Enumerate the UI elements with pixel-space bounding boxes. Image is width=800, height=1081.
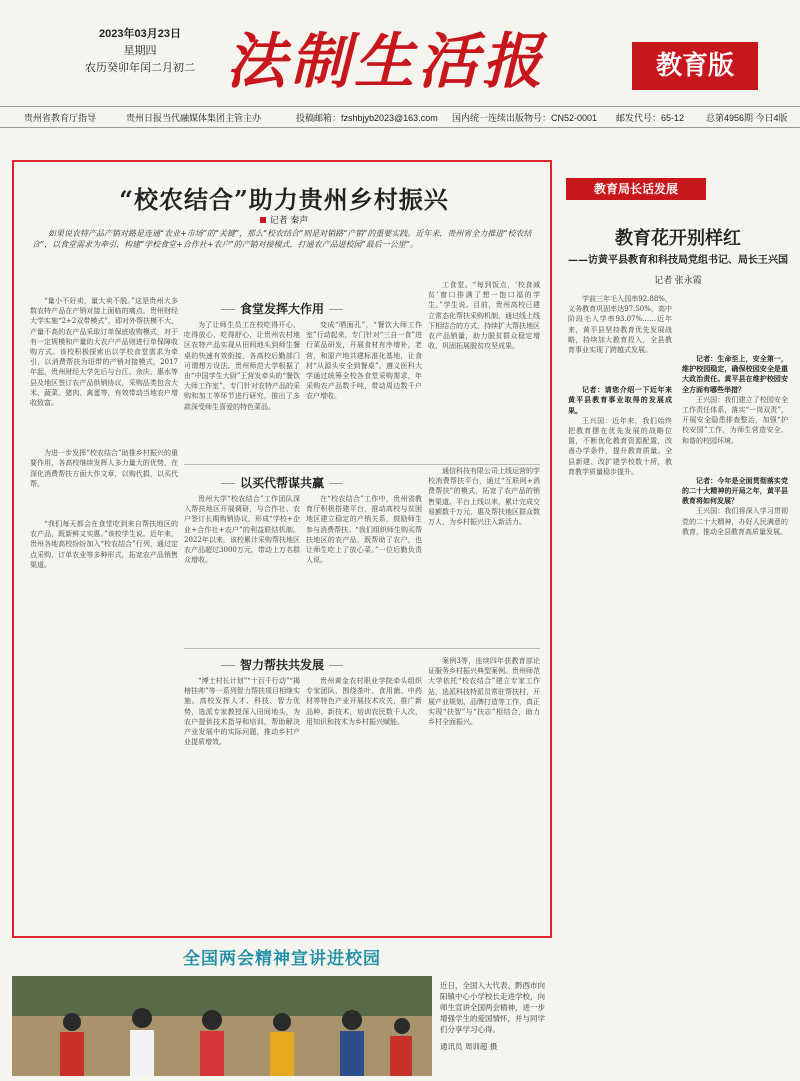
article-column-10 (428, 656, 540, 928)
info-email: 投稿邮箱：fzshbjyb2023@163.com (296, 113, 438, 123)
paragraph: “量小不好卖，量大卖不脱。”这是贵州大多数农特产品在产销对接上面临的痛点。贵州财经大学实施“2+2双带模式”，即对外帮扶模不大、产量不高的农产品采取订单保底收购模式，对于有一定规模和产量的大农户产品则进行单保障收购方式。该校积极探索出以学校食堂需求为牵引，以消费帮扶为纽带的产销对接模式，2017年起，贵州财经大学先后与台江、余庆、惠水等县及地区签订农产品供销协议，采购品类包含大米、蔬菜、猪肉、禽蛋等，有效带动当地农户增收致富。 (30, 297, 178, 408)
paragraph: “博士村长计划”“十百千行动”“揭榜挂帅”等一系列智力帮扶项目相继实施。高校发挥人才、科技、智力优势，选派专家教授深入田间地头，为农户提供技术指导和培训，帮助解决产业发展中的实际问题，推动乡村产业提质增效。 (184, 677, 300, 747)
paragraph: 在“校农结合”工作中，贵州省教育厅积极搭建平台，推动高校与贫困地区建立稳定的产销关系，鼓励师生参与消费帮扶。“我们组织师生购买帮扶地区的农产品，既帮助了农户，也让师生吃上了放心菜。”一位后勤负责人说。 (306, 495, 422, 565)
newspaper-title: 法制生活报 (226, 27, 546, 97)
issue-date: 2023年03月23日 (99, 28, 181, 40)
paragraph: 工食堂。“每到饭点，‘校食减贫’窗口排满了想一饱口福的学生。”学生说。目前，贵州高校已建立常态化帮扶采购机制，通过线上线下相结合的方式，持续扩大帮扶地区农产品销量，助力脱贫群众稳定增收，巩固拓展脱贫攻坚成果。 (428, 281, 540, 351)
feature-banner: 全国两会精神宣讲进校园 (183, 949, 381, 969)
interview-byline: 记者 张永霞 (654, 275, 702, 285)
main-article (12, 160, 552, 938)
paragraph: 变成“晒面孔”，“餐饮大师工作室”行动起来，专门针对“三自一食”进行菜品研发，开展食材有序增补，老营，和原产地共建标准化基地，让食材“从源头安全到餐桌”。遵义医科大学通过统筹全校各食堂采购需求，年采购农产品数千吨，带动周边数千户农户增收。 (306, 321, 422, 401)
answer: 王兴国：我们建立了校园安全工作责任体系，落实“一岗双责”，开展安全隐患排查整治，加强“护校安园”工作，为师生营造安全、和谐的校园环境。 (682, 395, 788, 445)
article-column-1 (30, 296, 178, 932)
issue-weekday: 星期四 (123, 45, 157, 57)
photo-caption (440, 980, 548, 1052)
article-column-4 (428, 280, 540, 456)
article-lead: 如果说农特产品产销对路是连通“农业+市场”的“关键”，那么“校农结合”则是对销路“产销”的重要实践。近年来，贵州省全力推进“校农结合”，以食堂需求为牵引，构建“学校食堂+合作社+农户”的产销对接模式，打通农产品进校园“最后一公里”。 (32, 229, 532, 249)
answer: 王兴国：近年来，我们始终把教育摆在优先发展的战略位置，不断优化教育资源配置，改善办学条件，提升教育质量。全县新建、改扩建学校数十所，教育教学质量稳步提升。 (568, 416, 672, 476)
paragraph: 学前三年毛入园率92.88%，义务教育巩固率达97.50%，高中阶段毛入学率93.07%……近年来，黄平县坚持教育优先发展战略，持续加大教育投入，全县教育事业实现了跨越式发展。 (568, 295, 672, 355)
article-column-7 (428, 466, 540, 640)
section-divider (184, 464, 540, 465)
answer: 王兴国：我们将深入学习贯彻党的二十大精神，办好人民满意的教育，推动全县教育高质量发展。 (682, 507, 788, 536)
paragraph: 贵州黄金农村职业学院牵头组织专家团队，围绕茶叶、食用菌、中药材等特色产业开展技术攻关，推广新品种、新技术，培训农民数千人次，用知识和技术为乡村振兴赋能。 (306, 677, 422, 726)
classroom-photo (12, 976, 432, 1076)
section-divider (184, 648, 540, 649)
byline-text: 记者 秦声 (269, 215, 309, 225)
info-issn: 国内统一连续出版物号：CN52-0001 (452, 113, 598, 123)
article-column-2 (184, 320, 300, 456)
paragraph: “我们每天都会在食堂吃到来自帮扶地区的农产品，既新鲜又实惠。”该校学生说。近年来，贵州各地高校纷纷加入“校农结合”行列，通过定点采购、订单农业等多种形式，拓宽农产品销售渠道。 (30, 520, 178, 569)
info-issue: 总第4956期 今日4版 (706, 113, 788, 123)
paragraph: 案例3等，连续四年获教育部论证服务乡村振兴典型案例。贵州师范大学依托“校农结合”建立专家工作站，选派科技特派员常驻帮扶村，开展产业规划、品牌打造等工作，真正实现“扶智”与“扶志”相结合，助力乡村全面振兴。 (428, 657, 540, 727)
article-byline (14, 213, 554, 226)
sidebar-interview (566, 160, 790, 1060)
info-postal: 邮发代号：65-12 (616, 113, 685, 123)
caption-text: 近日，全国人大代表、黔西市向阳镇中心小学校长走进学校，向师生宣讲全国两会精神，进一步增强学生的爱国情怀，并与同学们分享学习心得。 (440, 981, 545, 1034)
article-headline: “校农结合”助力贵州乡村振兴 (119, 185, 449, 214)
lunar-date: 农历癸卯年闰二月初二 (85, 62, 195, 74)
info-host: 贵州省教育厅指导 (24, 113, 97, 123)
interview-column-2 (682, 294, 788, 1054)
article-column-9 (306, 676, 422, 928)
article-column-6 (306, 494, 422, 640)
paragraph: 贵州大学“校农结合”工作团队深入帮扶地区开展调研，与合作社、农户签订长期购销协议，形成“学校+企业+合作社+农户”的利益联结机制。2022年以来，该校累计采购帮扶地区农产品超过3000万元，带动上万名群众增收。 (184, 495, 300, 565)
paragraph: 为进一步发挥“校农结合”助推乡村振兴的重要作用，各高校继续发挥人多力量大的优势，在深化消费帮扶方面大作文章，以购代捐，以买代帮。 (30, 449, 178, 488)
info-bar (0, 106, 800, 128)
interview-title: 教育花开别样红 (615, 228, 741, 249)
article-column-3 (306, 320, 422, 456)
question: 记者：今年是全面贯彻落实党的二十大精神的开局之年，黄平县教育将如何发展？ (682, 475, 788, 506)
column-label: 教育局长话发展 (566, 178, 706, 200)
info-publisher: 贵州日报当代融媒体集团主管主办 (126, 113, 262, 123)
children-photo-illustration (12, 976, 432, 1076)
edition-label: 教育版 (632, 42, 758, 90)
two-sessions-feature (12, 944, 552, 1074)
subhead-buy: 以买代帮谋共赢 (182, 474, 382, 491)
paragraph: 通信科技有限公司上线运营的学校消费帮扶平台，通过“互联网+消费帮扶”的模式，拓宽了农产品的销售渠道。平台上线以来，累计完成交易额数千万元，惠及帮扶地区群众数万人，为乡村振兴注入新活力。 (428, 467, 540, 527)
article-column-5 (184, 494, 300, 640)
interview-column-1 (568, 294, 672, 1054)
subhead-intellect: 智力帮扶共发展 (182, 656, 382, 673)
photo-credit: 通讯员 周训超 摄 (440, 1042, 498, 1051)
date-block (60, 26, 220, 77)
interview-subtitle: ——访黄平县教育和科技局党组书记、局长王兴国 (568, 255, 788, 266)
subhead-canteen: 食堂发挥大作用 (182, 300, 382, 317)
article-column-8 (184, 676, 300, 928)
paragraph: 为了让师生员工在校吃得开心、吃得放心，吃得舒心，让贵州农村地区农特产品实现从田间地头到师生餐桌的快速有效衔接，各高校后勤部门可谓想方设法。贵州师范大学根据了由“中国学生大厨”王营发牵头的“餐饮大师工作室”，专门针对农特产品的采购和加工等环节进行研究，推出了多款深受师生喜爱的特色菜品。 (184, 321, 300, 411)
question: 记者：请您介绍一下近年来黄平县教育事业取得的发展成果。 (568, 385, 672, 415)
question: 记者：生命至上，安全第一，维护校园稳定，确保校园安全是重大政治责任。黄平县在维护校园安全方面有哪些举措？ (682, 354, 788, 394)
byline-square-icon (260, 217, 266, 223)
